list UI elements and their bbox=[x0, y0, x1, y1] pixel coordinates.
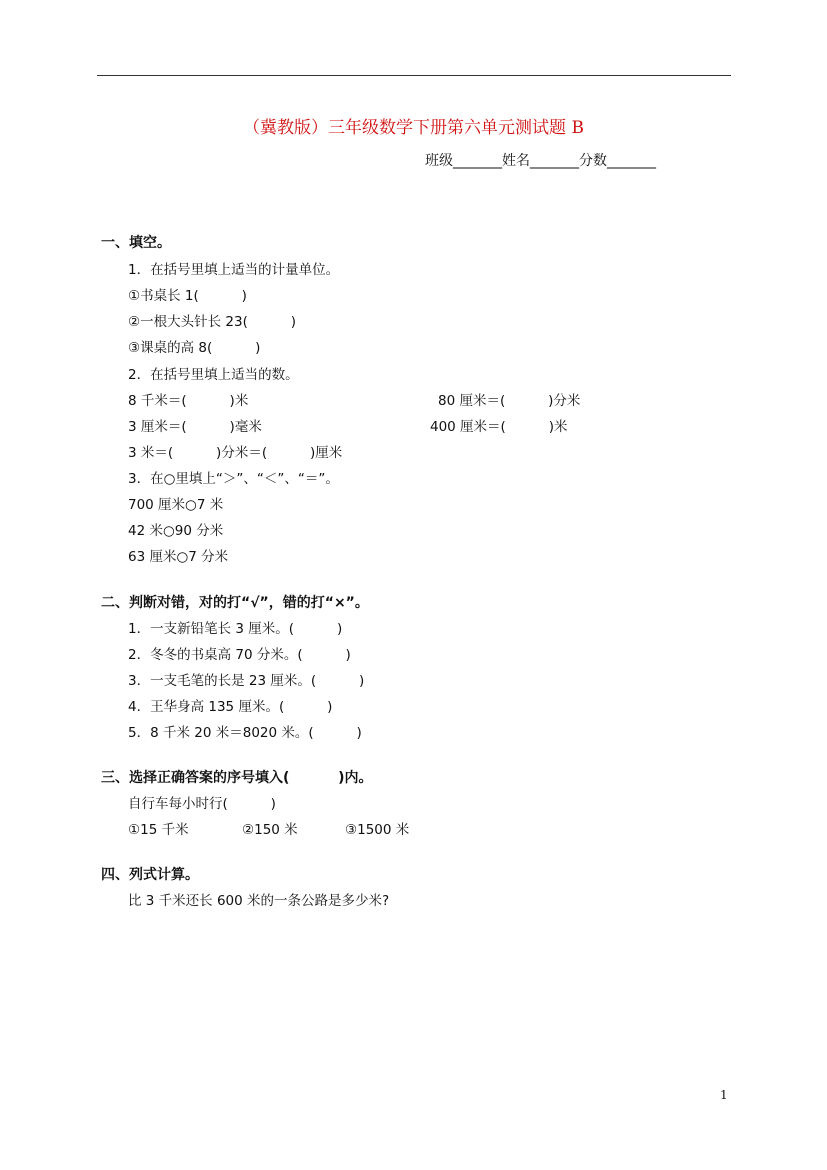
q1-item: ③课桌的高 8( ) bbox=[128, 340, 261, 356]
choice-option: ③1500 米 bbox=[345, 822, 410, 838]
choice-option: ①15 千米 bbox=[128, 822, 189, 838]
judge-item: 1．一支新铅笔长 3 厘米。( ) bbox=[128, 621, 343, 637]
judge-item: 3．一支毛笔的长是 23 厘米。( ) bbox=[128, 673, 365, 689]
q1-stem: 1．在括号里填上适当的计量单位。 bbox=[128, 262, 340, 278]
q3-item: 700 厘米○7 米 bbox=[128, 497, 224, 513]
choice-option: ②150 米 bbox=[242, 822, 298, 838]
q1-item: ①书桌长 1( ) bbox=[128, 288, 247, 304]
q3-stem: 3．在○里填上“＞”、“＜”、“＝”。 bbox=[128, 471, 339, 487]
q2-stem: 2．在括号里填上适当的数。 bbox=[128, 367, 299, 383]
page-number: 1 bbox=[720, 1088, 728, 1102]
judge-item: 2．冬冬的书桌高 70 分米。( ) bbox=[128, 647, 351, 663]
section4-heading: 四、列式计算。 bbox=[101, 867, 199, 883]
judge-item: 5．8 千米 20 米＝8020 米。( ) bbox=[128, 725, 362, 741]
q3-item: 42 米○90 分米 bbox=[128, 523, 224, 539]
q2-left-item: 3 厘米＝( )毫米 bbox=[128, 419, 262, 435]
judge-item: 4．王华身高 135 厘米。( ) bbox=[128, 699, 333, 715]
q2-left-item: 3 米＝( )分米＝( )厘米 bbox=[128, 445, 343, 461]
page-title: （冀教版）三年级数学下册第六单元测试题 B bbox=[243, 118, 584, 138]
choice-question: 自行车每小时行( ) bbox=[128, 796, 276, 812]
q2-right-item: 80 厘米＝( )分米 bbox=[438, 393, 581, 409]
calc-question: 比 3 千米还长 600 米的一条公路是多少米? bbox=[128, 893, 390, 909]
section1-heading: 一、填空。 bbox=[101, 235, 171, 251]
q3-item: 63 厘米○7 分米 bbox=[128, 549, 229, 565]
section3-heading: 三、选择正确答案的序号填入( )内。 bbox=[101, 770, 373, 786]
header-rule bbox=[97, 75, 731, 76]
student-info-line: 班级_______姓名_______分数_______ bbox=[425, 153, 656, 169]
q2-left-item: 8 千米＝( )米 bbox=[128, 393, 249, 409]
q1-item: ②一根大头针长 23( ) bbox=[128, 314, 297, 330]
q2-right-item: 400 厘米＝( )米 bbox=[430, 419, 568, 435]
section2-heading: 二、判断对错，对的打“√”，错的打“×”。 bbox=[101, 595, 369, 611]
